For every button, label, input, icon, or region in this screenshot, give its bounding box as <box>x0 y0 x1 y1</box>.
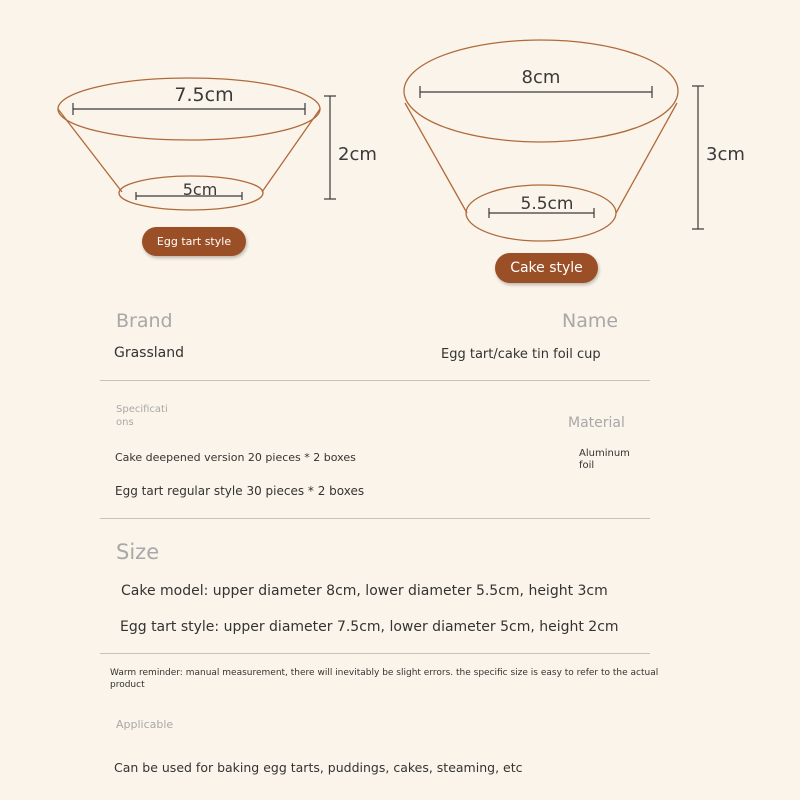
brand-heading: Brand <box>116 310 173 332</box>
divider <box>100 653 650 654</box>
specifications-heading-line1: Specificati <box>116 404 168 415</box>
egg-tart-bottom-diameter: 5cm <box>182 180 218 199</box>
material-heading: Material <box>568 415 625 431</box>
applicable-heading: Applicable <box>116 718 174 731</box>
size-heading: Size <box>116 540 160 564</box>
divider <box>100 380 650 381</box>
cup-dimension-diagram <box>0 0 800 300</box>
spec-cake: Cake deepened version 20 pieces * 2 boxes <box>115 451 356 464</box>
material-value-line2: foil <box>579 460 595 471</box>
size-egg-tart: Egg tart style: upper diameter 7.5cm, lower diameter 5cm, height 2cm <box>120 619 619 635</box>
brand-value: Grassland <box>114 345 184 361</box>
size-cake: Cake model: upper diameter 8cm, lower diameter 5.5cm, height 3cm <box>121 583 608 599</box>
cake-top-diameter: 8cm <box>521 67 561 88</box>
egg-tart-height: 2cm <box>338 144 377 165</box>
spec-egg-tart: Egg tart regular style 30 pieces * 2 boxes <box>115 484 365 498</box>
name-value: Egg tart/cake tin foil cup <box>441 347 601 362</box>
cake-style-label: Cake style <box>495 253 598 283</box>
reminder-line1: Warm reminder: manual measurement, there will inevitably be slight errors. the specific size is easy to refer to the actual <box>110 668 659 678</box>
applicable-value: Can be used for baking egg tarts, puddings, cakes, steaming, etc <box>114 760 523 775</box>
material-value-line1: Aluminum <box>579 448 630 459</box>
egg-tart-top-diameter: 7.5cm <box>174 84 234 106</box>
name-heading: Name <box>562 310 619 332</box>
specifications-heading-line2: ons <box>116 417 134 428</box>
divider <box>100 518 650 519</box>
reminder-line2: product <box>110 680 145 690</box>
cake-height: 3cm <box>706 144 745 165</box>
egg-tart-style-label: Egg tart style <box>142 227 246 256</box>
cake-bottom-diameter: 5.5cm <box>520 194 574 214</box>
